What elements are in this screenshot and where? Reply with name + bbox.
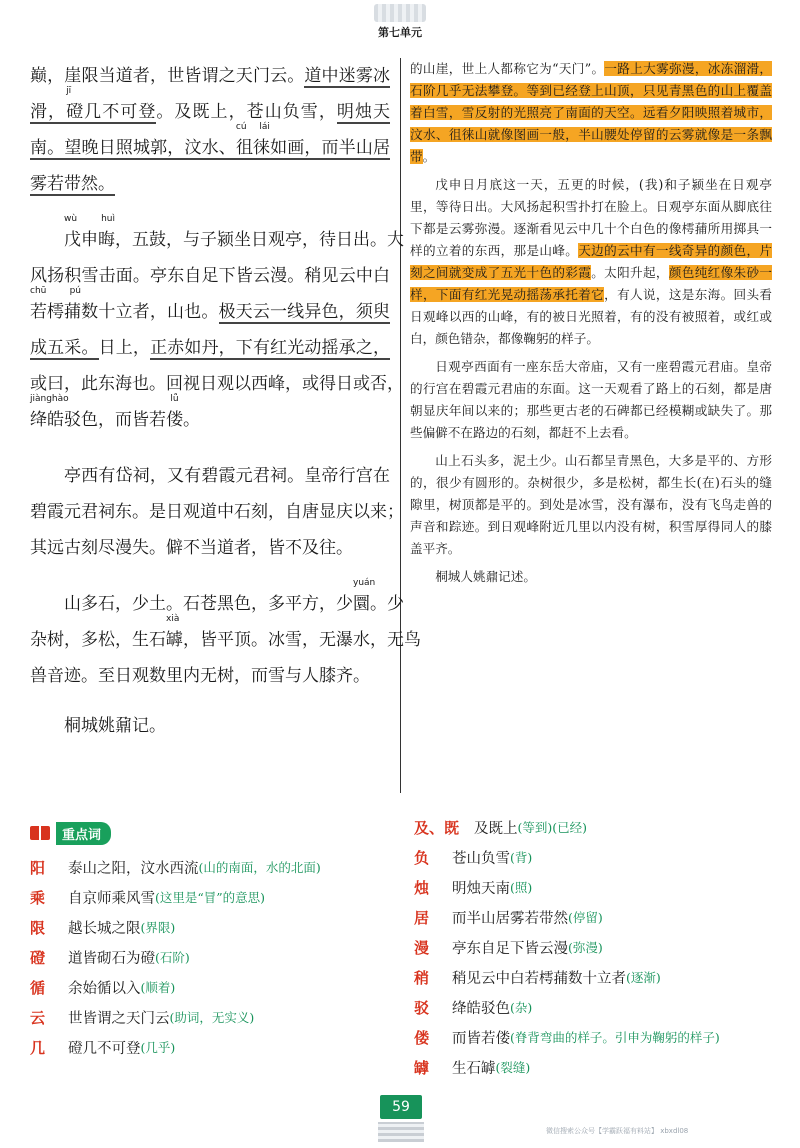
- unit-title: 第七单元: [378, 26, 422, 39]
- underlined-phrase: 正赤如丹，下有红光动摇承之，: [150, 338, 391, 358]
- translation-text: [410, 58, 772, 594]
- vocab-gloss: (山的南面，水的北面): [198, 860, 321, 875]
- text-line: 亭西有岱祠，又有碧霞元君祠。皇帝行宫在: [64, 466, 390, 486]
- vocab-sentence: 明烛天南: [452, 880, 510, 897]
- ruby-word: cú lái 徂徕: [235, 122, 270, 158]
- vocab-sentence: 世皆谓之天门云: [68, 1010, 170, 1027]
- vocab-gloss: (几乎): [140, 1040, 176, 1055]
- text-line: chū pú 若樗蒱数十立者，山也。极天云一线异色，须臾: [30, 286, 390, 322]
- vocab-word: 磴: [30, 948, 46, 967]
- vocab-gloss: (裂缝): [495, 1060, 531, 1075]
- pinyin: jiànghào: [30, 394, 69, 404]
- vocab-sentence: 苍山负雪: [452, 850, 510, 867]
- vocab-sentence: 自京师乘风雪: [68, 890, 155, 907]
- text-line: 兽音迹。至日观数里内无树，而雪与人膝齐。: [30, 666, 370, 686]
- vocab-sentence: 及既上: [474, 820, 518, 837]
- vocab-entry: [30, 912, 400, 942]
- vocab-gloss: (背): [510, 850, 533, 865]
- vocab-gloss: (石阶): [155, 950, 190, 965]
- text-line: 或曰，此东海也。回视日观以西峰，或得日或否，: [30, 374, 404, 394]
- vocab-entry: [414, 842, 784, 872]
- vocab-word: 循: [30, 978, 46, 997]
- underlined-phrase: 滑， jī 磴几不可登: [30, 86, 157, 122]
- vocab-word: 驳: [414, 998, 430, 1017]
- vocab-entry: [30, 882, 400, 912]
- vocab-sentence: 绛皓驳色: [452, 1000, 510, 1017]
- vocab-gloss: (助词，无实义): [169, 1010, 255, 1025]
- vocab-word: 偻: [414, 1028, 430, 1047]
- pinyin: yuán: [353, 578, 376, 588]
- key-words-left: [30, 822, 400, 1062]
- vocab-word: 负: [414, 848, 430, 867]
- vocab-word: 云: [30, 1008, 46, 1027]
- vocab-entry: [414, 902, 784, 932]
- underlined-phrase: 南。望晚日照城郭，汶水、 cú lái 徂徕如画，而半山居: [30, 122, 391, 158]
- pinyin: chū pú: [30, 286, 81, 296]
- text-line: 成五采。日上，正赤如丹，下有红光动摇承之，: [30, 338, 391, 358]
- text-line: 风扬积雪击面。亭东自足下皆云漫。稍见云中白: [30, 266, 390, 286]
- book-icon: [30, 826, 50, 840]
- translation-paragraph: 的山崖，世上人都称它为“天门”。一路上大雾弥漫，冰冻溜滑，石阶几乎无法攀登。等到已经登上山顶，只见青黑色的山上覆盖着白雪，雪反射的光照亮了南面的天空。远看夕阳映照着城市，汶水、徂徕山就像图画一般，半山腰处停留的云雾就像是一条飘带。: [410, 61, 772, 164]
- underlined-phrase: 雾若带然。: [30, 174, 115, 194]
- vocab-entry: [414, 932, 784, 962]
- vocab-gloss: (顺着): [140, 980, 176, 995]
- translation-paragraph: 山上石头多，泥土少。山石都呈青黑色，大多是平的、方形的，很少有圆形的。杂树很少，多是松树，都生长(在)石头的缝隙里，树顶都是平的。到处是冰雪，没有瀑布，没有飞鸟走兽的声音和踪迹。到日观峰附近几里以内没有树，积雪厚得同人的膝盖平齐。: [410, 453, 772, 556]
- text-line: 巅，崖限当道者，世皆谓之天门云。道中迷雾冰: [30, 66, 391, 86]
- vocab-sentence: 而皆若偻: [452, 1030, 510, 1047]
- pinyin: wù huì: [64, 214, 115, 224]
- footer-logo: [378, 1122, 424, 1142]
- vocab-word: 阳: [30, 858, 46, 877]
- ruby-word: jiànghào 绛皓: [30, 394, 69, 430]
- page-number: 59: [380, 1095, 422, 1119]
- text-line: 山多石，少土。石苍黑色，多平方，少 yuán 圜。少: [64, 578, 404, 614]
- vocab-entry: [30, 972, 400, 1002]
- vocab-entry: [414, 962, 784, 992]
- text-line: wù huì 戊申晦，五鼓，与子颍坐日观亭，待日出。大: [64, 214, 404, 250]
- vocab-entry: [414, 812, 784, 842]
- ruby-word: jī 磴: [66, 86, 84, 122]
- vocab-gloss: (杂): [510, 1000, 533, 1015]
- text-line: [30, 158, 390, 194]
- highlighted-phrase: 颜色纯红像朱砂一样，下面有红光晃动摇荡承托着它: [410, 265, 773, 302]
- text-line: 桐城姚鼐记。: [64, 716, 166, 736]
- vocab-entry: [414, 1022, 784, 1052]
- classical-text: [30, 50, 421, 736]
- vocab-entry: [30, 1032, 400, 1062]
- vocab-entry: [30, 852, 400, 882]
- vocab-gloss: (脊背弯曲的样子。引申为鞠躬的样子): [510, 1030, 720, 1045]
- vocab-word: 罅: [414, 1058, 430, 1077]
- vocab-entry: [414, 872, 784, 902]
- pinyin: cú lái: [235, 122, 270, 132]
- ruby-word: yuán 圜: [353, 578, 376, 614]
- vocab-word: 乘: [30, 888, 46, 907]
- watermark: 微信搜索公众号【学霸跃福有料站】 xbxdl08: [546, 1127, 689, 1135]
- vocab-word: 及、既: [414, 818, 460, 837]
- vocab-entry: [414, 992, 784, 1022]
- vocab-word: 烛: [414, 878, 430, 897]
- header-logo: [374, 4, 426, 22]
- vocab-gloss: (弥漫): [568, 940, 603, 955]
- text-line: 其远古刻尽漫失。僻不当道者，皆不及往。: [30, 538, 353, 558]
- vocab-entry: [414, 1052, 784, 1082]
- ruby-word: chū pú 若樗蒱: [30, 286, 81, 322]
- ruby-word: lǚ 偻: [166, 394, 183, 430]
- pinyin: lǚ: [170, 394, 179, 404]
- text-line: 碧霞元君祠东。是日观道中石刻，自唐显庆以来；: [30, 502, 404, 522]
- vocab-sentence: 亭东自足下皆云漫: [452, 940, 568, 957]
- vocab-sentence: 生石罅: [452, 1060, 496, 1077]
- translation-paragraph: 戊申日月底这一天，五更的时候，(我)和子颍坐在日观亭里，等待日出。大风扬起积雪扑打在脸上。日观亭东面从脚底往下都是云雾弥漫。逐渐看见云中几十个白色的像樗蒱所用掷具一样的立着的东西，那是山峰。天边的云中有一线奇异的颜色，片刻之间就变成了五光十色的彩霞。太阳升起，颜色纯红像朱砂一样，下面有红光晃动摇荡承托着它，有人说，这是东海。回头看日观峰以西的山峰，有的被日光照着，有的没有被照着，或红或白，颜色错杂，都像鞠躬的样子。: [410, 177, 773, 346]
- vocab-gloss: (逐渐): [626, 970, 661, 985]
- key-words-title: 重点词: [30, 822, 400, 844]
- pinyin: xià: [166, 614, 180, 624]
- vocab-sentence: 道皆砌石为磴: [68, 950, 155, 967]
- vocab-gloss: (等到)(已经): [517, 820, 588, 835]
- vocab-sentence: 余始循以入: [68, 980, 141, 997]
- vocab-sentence: 而半山居雾若带然: [452, 910, 568, 927]
- vocab-sentence: 泰山之阳，汶水西流: [68, 860, 199, 877]
- highlighted-phrase: 一路上大雾弥漫，冰冻溜滑，石阶几乎无法攀登。等到已经登上山顶，只见青黑色的山上覆盖着白雪，雪反射的光照亮了南面的天空。远看夕阳映照着城市，汶水、徂徕山就像图画一般，半山腰处停留的云雾就像是一条飘带: [410, 61, 772, 164]
- underlined-phrase: 道中迷雾冰: [304, 66, 391, 86]
- vocab-gloss: (照): [510, 880, 533, 895]
- vocab-word: 几: [30, 1038, 46, 1057]
- translation-signature: 桐城人姚鼐记述。: [435, 569, 536, 584]
- text-line: [30, 122, 390, 158]
- key-words-right: [414, 812, 784, 1082]
- ruby-word: wù huì 戊申晦: [64, 214, 115, 250]
- vocab-word: 限: [30, 918, 46, 937]
- vocab-sentence: 稍见云中白若樗蒱数十立者: [452, 970, 626, 987]
- column-divider: [400, 58, 401, 793]
- pinyin: jī: [66, 86, 72, 96]
- underlined-phrase: 明烛天: [336, 102, 391, 122]
- vocab-sentence: 越长城之限: [68, 920, 141, 937]
- translation-paragraph: 日观亭西面有一座东岳大帝庙，又有一座碧霞元君庙。皇帝的行宫在碧霞元君庙的东面。这一天观看了路上的石刻，都是唐朝显庆年间以来的；那些更古老的石碑都已经模糊或缺失了。那些偏僻不在路边的石刻，都赶不上去看。: [410, 359, 772, 440]
- vocab-entry: [30, 1002, 400, 1032]
- highlighted-phrase: 天边的云中有一线奇异的颜色，片刻之间就变成了五光十色的彩霞: [410, 243, 773, 280]
- ruby-word: xià 罅: [166, 614, 183, 650]
- vocab-sentence: 磴几不可登: [68, 1040, 141, 1057]
- vocab-word: 稍: [414, 968, 430, 987]
- text-line: 滑， jī 磴几不可登。及既上，苍山负雪，明烛天: [30, 86, 391, 122]
- vocab-gloss: (停留): [568, 910, 603, 925]
- underlined-phrase: 极天云一线异色，须臾: [218, 302, 390, 322]
- underlined-phrase: 成五采。: [30, 338, 99, 358]
- text-line: jiànghào 绛皓驳色，而皆若 lǚ 偻。: [30, 394, 200, 430]
- vocab-gloss: (界限): [140, 920, 176, 935]
- text-line: 杂树，多松，生石 xià 罅，皆平顶。冰雪，无瀑水，无鸟: [30, 614, 421, 650]
- vocab-word: 居: [414, 908, 430, 927]
- vocab-gloss: (这里是“冒”的意思): [155, 890, 266, 905]
- vocab-word: 漫: [414, 938, 430, 957]
- page-header: [0, 4, 800, 40]
- vocab-entry: [30, 942, 400, 972]
